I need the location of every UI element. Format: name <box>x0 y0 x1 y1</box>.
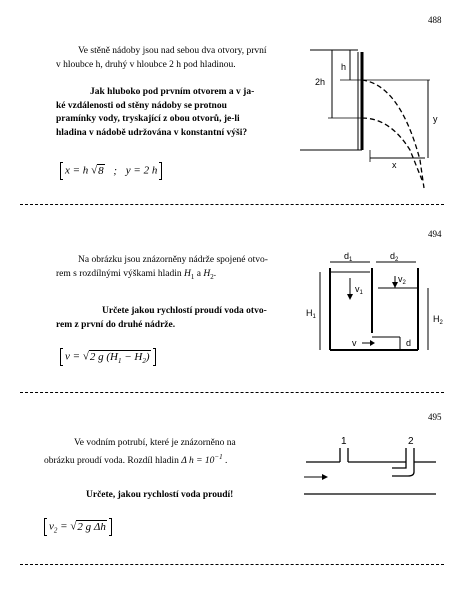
label-d2: $d_2$ <box>390 251 399 263</box>
figure-two-tanks <box>300 250 450 370</box>
answer-root: 2 g (H <box>89 350 118 363</box>
delta-exp: −1 <box>214 452 223 461</box>
label-v1: $v_1$ <box>355 284 363 296</box>
label-h: h <box>341 62 347 72</box>
answer-root: 8 <box>98 164 104 177</box>
answer-box: v = √2 g $(H_1 - H_2)$ <box>60 348 156 366</box>
problem-text <box>56 254 306 284</box>
label-2: 2 <box>408 436 414 447</box>
answer-lhs: v = <box>65 350 81 363</box>
label-d: d <box>406 338 412 348</box>
text-line: rem s rozdílnými výškami hladin <box>56 268 182 279</box>
text-line: Určete jakou rychlostí proudí voda otvo- <box>102 306 267 316</box>
figure-pipe <box>296 434 446 504</box>
answer-close: ) <box>145 350 150 363</box>
separator-line <box>20 392 444 393</box>
problem-text <box>56 45 301 72</box>
problem-number: 495 <box>428 412 442 422</box>
text-period: . <box>225 455 228 466</box>
delta-h: Δ h = 10 <box>181 455 215 466</box>
answer-separator: ; <box>113 164 118 177</box>
separator-line <box>20 204 444 205</box>
answer-lhs: v <box>49 520 54 533</box>
answer-sub-1: 1 <box>117 356 122 365</box>
problem-number: 488 <box>428 15 442 25</box>
label-y: y <box>433 114 438 124</box>
label-H1: $H_1$ <box>306 308 316 320</box>
text-line: hladina v nádobě udržována v konstantní výši? <box>56 127 248 138</box>
separator-line <box>20 564 444 565</box>
answer-sub-2: 2 <box>142 356 146 365</box>
problem-text <box>44 437 304 468</box>
answer-sub: 2 <box>53 526 58 535</box>
label-v2: $v_2$ <box>398 274 406 286</box>
symbol-h1: H <box>183 268 191 279</box>
problem-question <box>56 305 306 332</box>
answer-x: x = h <box>65 164 89 177</box>
answer-box: $v_2 = √2$ g Δh <box>44 518 112 536</box>
answer-minus: − H <box>121 350 143 363</box>
problem-question <box>56 86 306 140</box>
text-line: Ve stěně nádoby jsou nad sebou dva otvory, první <box>78 46 267 56</box>
symbol-h2-sub: 2 <box>210 272 214 281</box>
text-line: Jak hluboko pod prvním otvorem a v ja- <box>90 87 255 97</box>
label-2h: 2h <box>315 77 326 87</box>
problem-question: Určete, jakou rychlostí voda proudí! <box>86 490 234 500</box>
problem-number: 494 <box>428 229 442 239</box>
text-line: pramínky vody, tryskající z obou otvorů, je-li <box>56 114 240 124</box>
label-v: v <box>352 338 357 348</box>
text-line: obrázku proudí voda. Rozdíl hladin <box>44 455 179 466</box>
label-1: 1 <box>341 436 347 447</box>
symbol-h1-sub: 1 <box>190 272 195 281</box>
figure-vessel-jets <box>300 40 445 190</box>
text-line: Ve vodním potrubí, které je znázorněno na <box>74 438 236 448</box>
symbol-h2: H <box>203 268 211 279</box>
label-H2: $H_2$ <box>433 314 443 326</box>
word-and: a <box>196 268 201 279</box>
text-line: ké vzdálenosti od stěny nádoby se protnou <box>56 100 227 111</box>
answer-root: 2 g Δh <box>77 520 106 533</box>
answer-eq: = <box>57 520 68 533</box>
text-line: Na obrázku jsou znázorněny nádrže spojené otvo- <box>78 255 268 265</box>
answer-box: x = h √8 ; y = 2 h <box>60 162 162 180</box>
text-line: v hloubce h, druhý v hloubce 2 h pod hladinou. <box>56 59 236 70</box>
answer-y: y = 2 h <box>125 164 158 177</box>
label-d1: $d_1$ <box>344 251 353 263</box>
label-x: x <box>392 160 397 170</box>
text-period: . <box>213 268 217 279</box>
text-line: rem z první do druhé nádrže. <box>56 319 176 330</box>
